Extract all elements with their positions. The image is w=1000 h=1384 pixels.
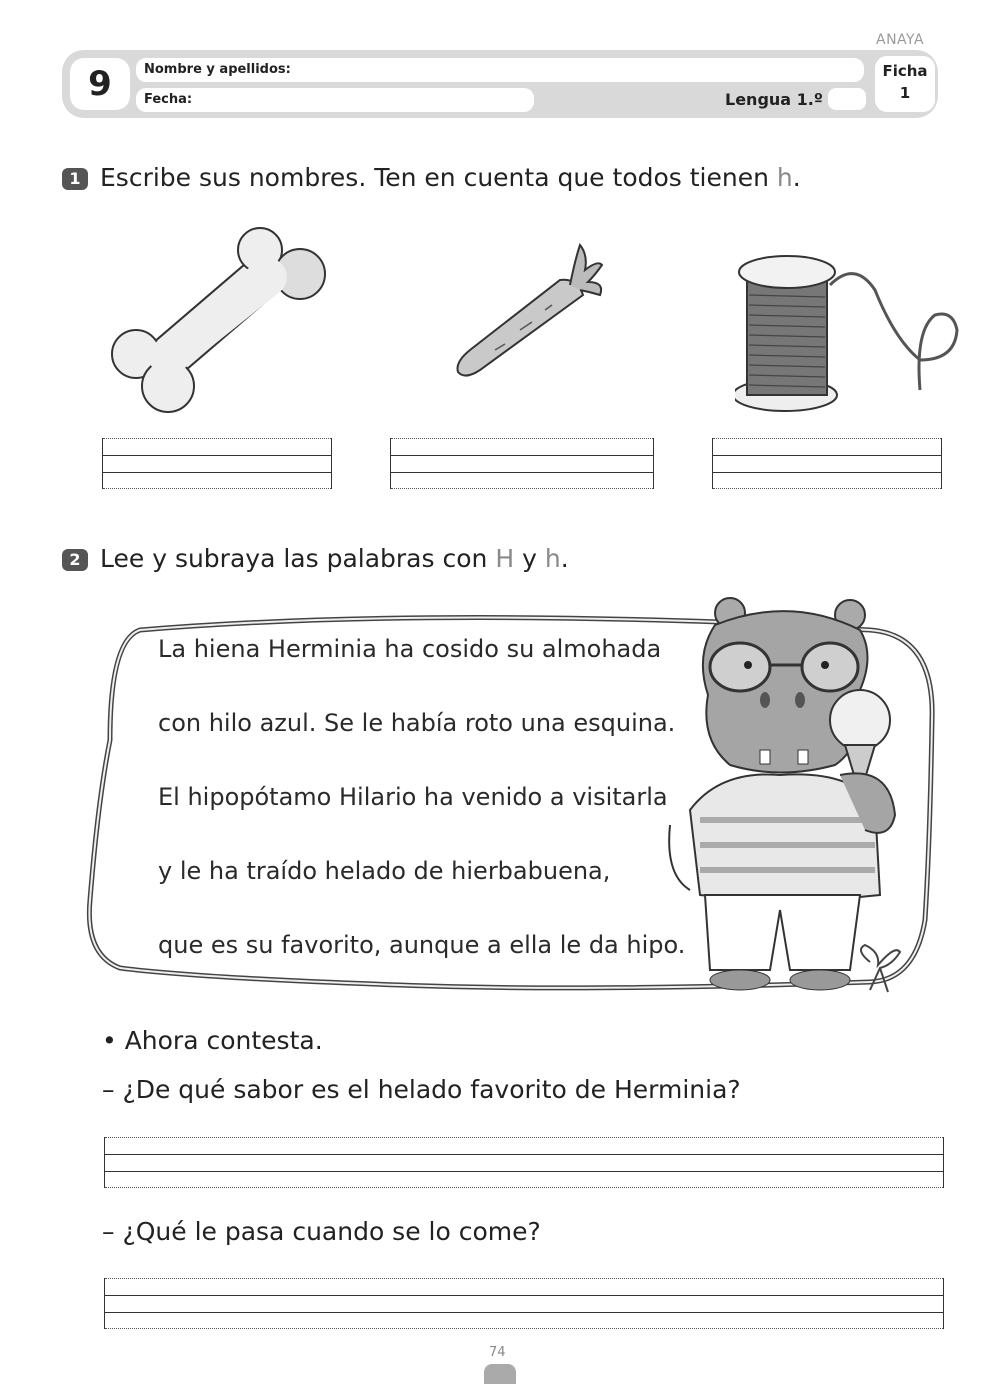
unit-number: 9 — [70, 58, 130, 110]
page-number: 74 — [489, 1345, 506, 1360]
name-field[interactable] — [136, 58, 864, 82]
hippo-illustration — [660, 595, 900, 995]
answer-lines-bone[interactable] — [102, 438, 332, 489]
story-line: La hiena Herminia ha cosido su almohada — [158, 635, 662, 663]
answer-lines-thread[interactable] — [712, 438, 942, 489]
name-label: Nombre y apellidos: — [144, 62, 291, 77]
now-answer-label: • Ahora contesta. — [102, 1026, 323, 1055]
highlight-letter: h — [776, 163, 793, 192]
instruction-end: . — [792, 163, 801, 192]
exercise-1-badge: 1 — [62, 168, 88, 190]
sheet-box — [875, 56, 935, 112]
answer-lines-carrot[interactable] — [390, 438, 654, 489]
story-line: El hipopótamo Hilario ha venido a visitarla — [158, 783, 668, 811]
bone-icon — [108, 222, 333, 417]
publisher-logo: ANAYA — [876, 32, 925, 48]
question-1: – ¿De qué sabor es el helado favorito de Herminia? — [102, 1075, 741, 1104]
carrot-icon — [450, 240, 610, 385]
story-line: y le ha traído helado de hierbabuena, — [158, 857, 611, 885]
exercise-1-instruction — [100, 163, 801, 192]
page-tab — [484, 1364, 516, 1384]
instruction-conjunction: y — [514, 544, 545, 573]
highlight-lower: h — [544, 544, 561, 573]
story-line: que es su favorito, aunque a ella le da hipo. — [158, 931, 686, 959]
instruction-text: Escribe sus nombres. Ten en cuenta que todos tienen — [100, 163, 777, 192]
highlight-upper: H — [495, 544, 515, 573]
exercise-2-badge: 2 — [62, 549, 88, 571]
date-field[interactable] — [136, 88, 534, 112]
sheet-label: Ficha — [882, 62, 928, 80]
subject-box — [828, 88, 866, 110]
instruction-end: . — [560, 544, 569, 573]
sheet-number: 1 — [899, 84, 911, 102]
answer-lines-question-1[interactable] — [104, 1137, 944, 1188]
exercise-2-instruction — [100, 544, 569, 573]
instruction-text: Lee y subraya las palabras con — [100, 544, 496, 573]
date-label: Fecha: — [144, 92, 193, 107]
thread-spool-icon — [735, 250, 963, 415]
question-2: – ¿Qué le pasa cuando se lo come? — [102, 1217, 541, 1246]
story-line: con hilo azul. Se le había roto una esquina. — [158, 709, 676, 737]
answer-lines-question-2[interactable] — [104, 1278, 944, 1329]
subject-label: Lengua 1.º — [725, 90, 823, 109]
